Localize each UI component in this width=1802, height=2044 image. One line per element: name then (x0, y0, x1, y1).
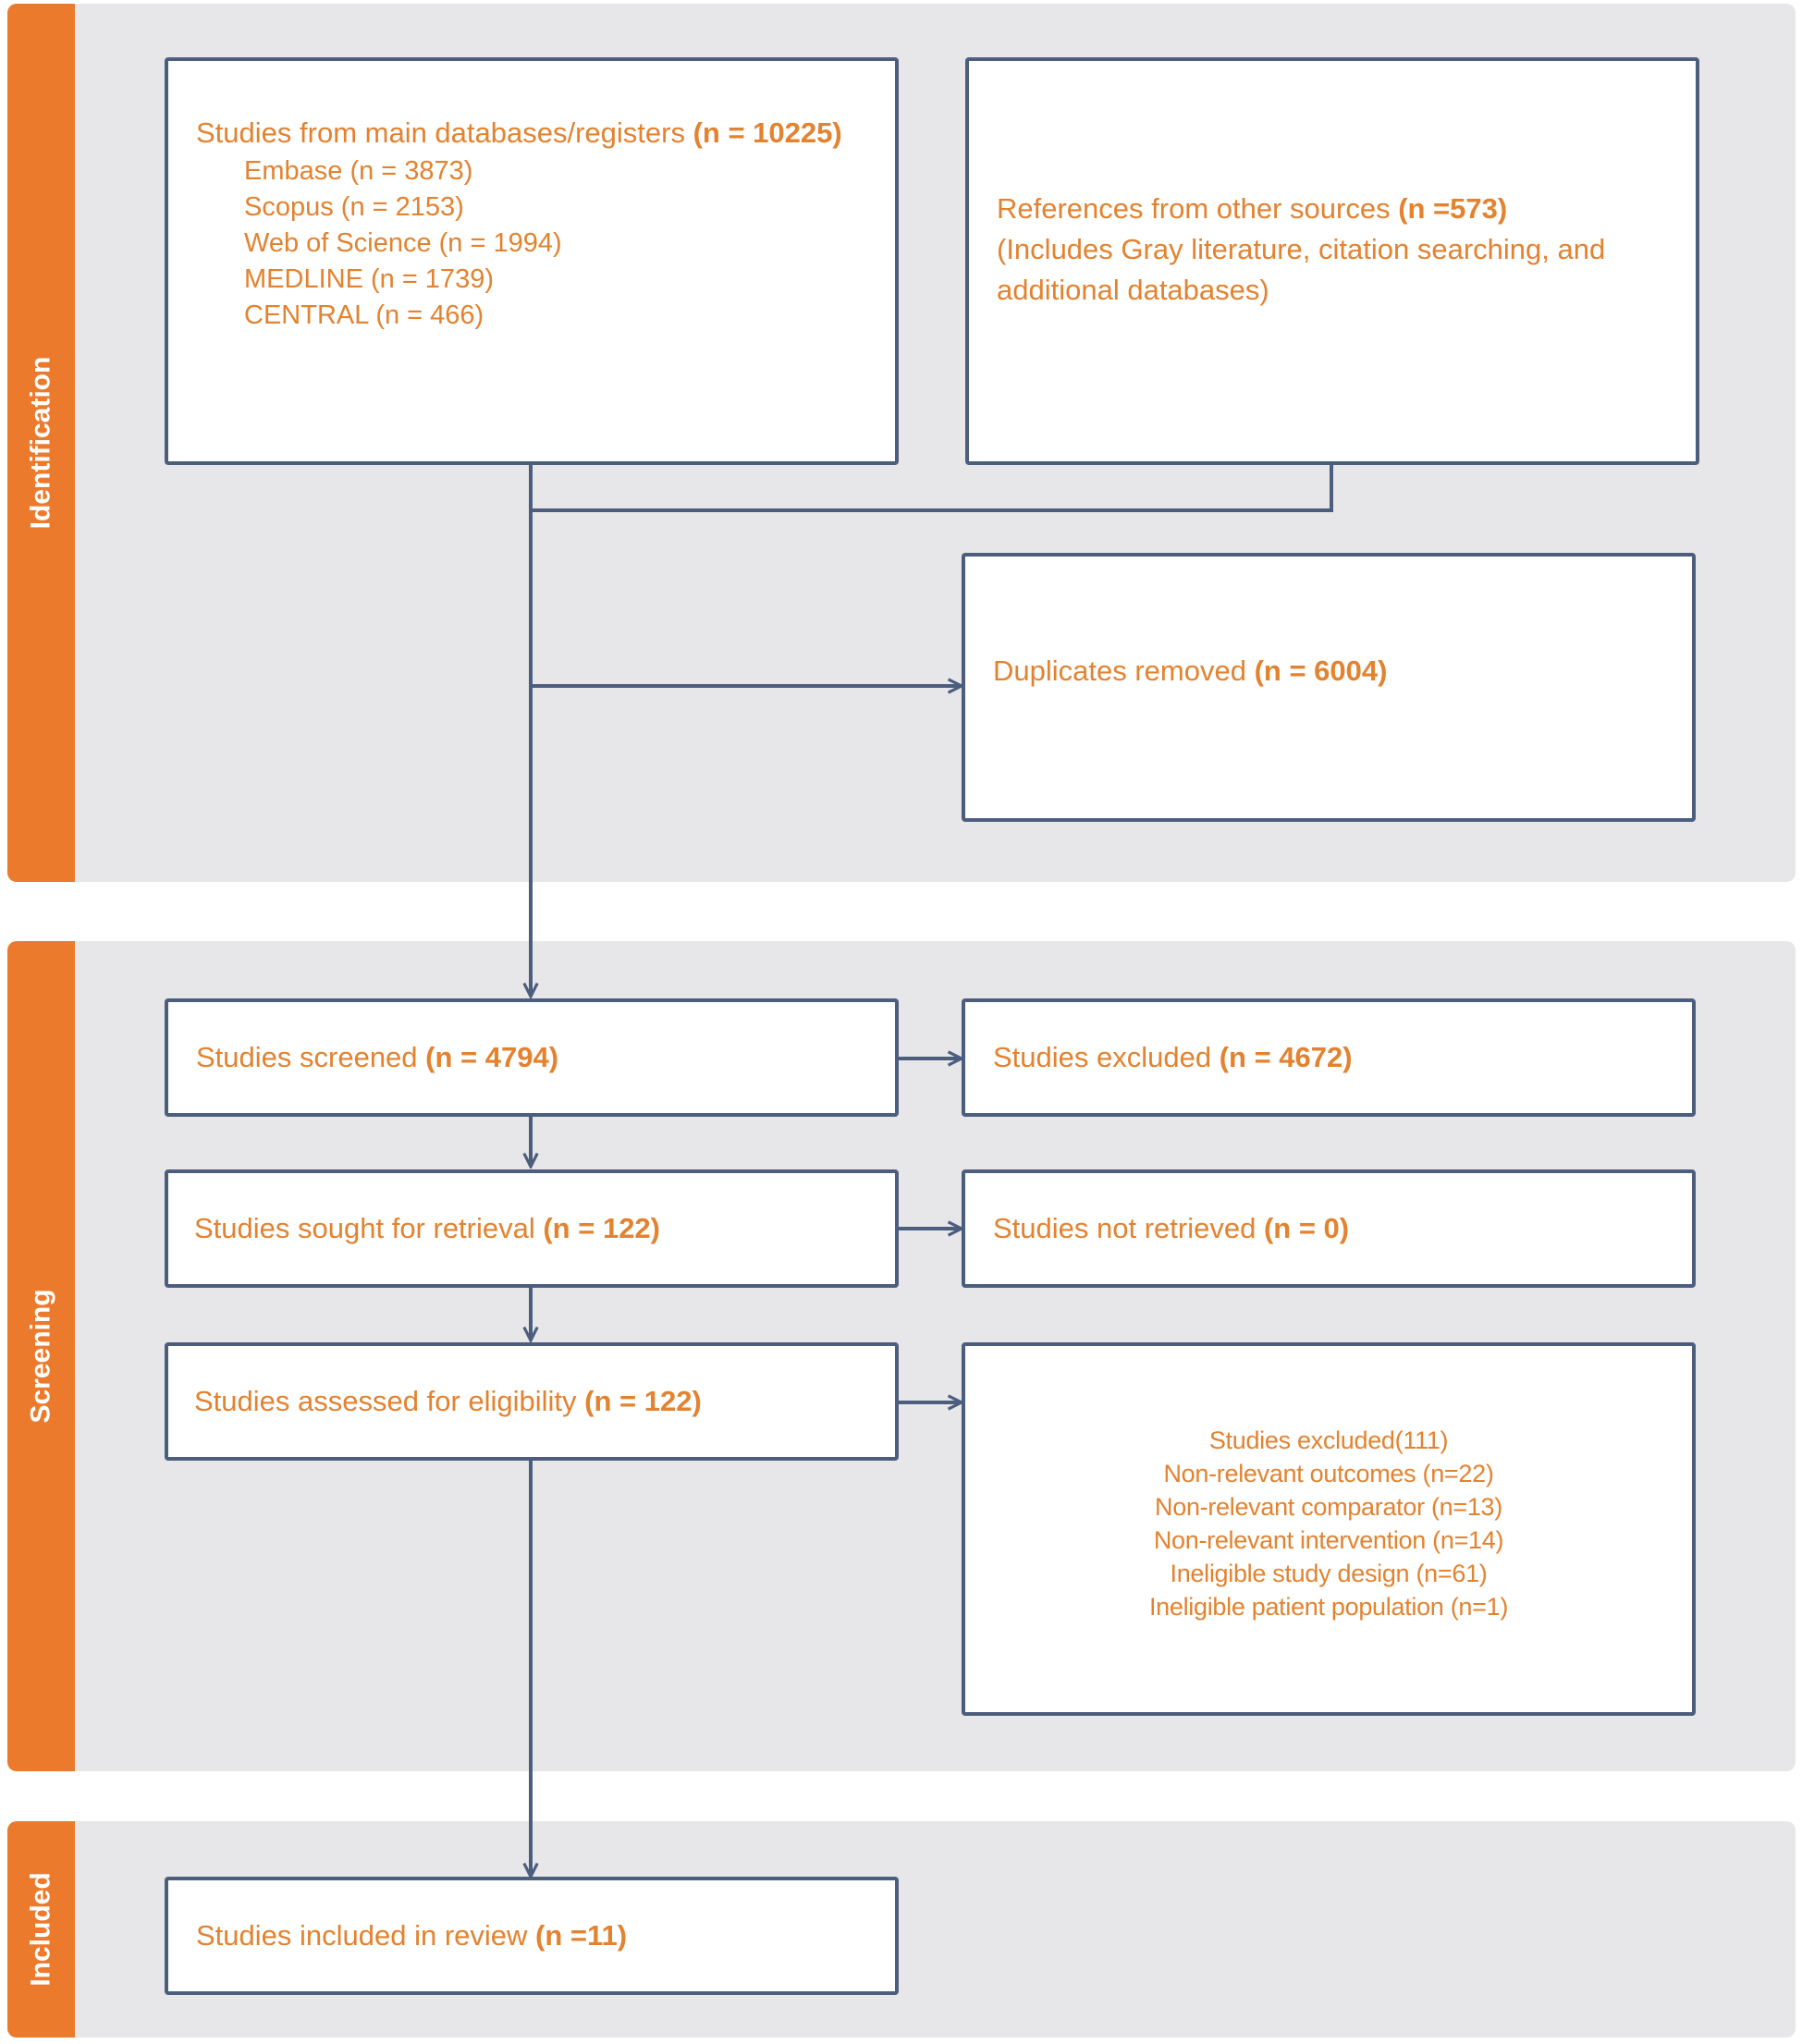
duplicates-count: (n = 6004) (1254, 655, 1388, 687)
duplicates-label: Duplicates removed (993, 655, 1255, 687)
included-box-count: (n =11) (535, 1919, 628, 1952)
other-sources-box (965, 57, 1699, 465)
main-databases-source: MEDLINE (n = 1739) (244, 264, 494, 294)
not-retrieved-box (962, 1169, 1696, 1288)
other-sources-count: (n =573) (1398, 192, 1508, 225)
eligibility-excluded-title: Studies excluded(111) (1208, 1426, 1449, 1454)
exclusion-reason: Non-relevant comparator (n=13) (1155, 1493, 1502, 1521)
excluded-count: (n = 4672) (1219, 1041, 1353, 1073)
assessed-box (165, 1342, 899, 1461)
screened-box (165, 998, 899, 1117)
duplicates-box (962, 553, 1696, 822)
exclusion-reason: Ineligible patient population (n=1) (1148, 1593, 1509, 1621)
exclusion-reason: Non-relevant outcomes (n=22) (1163, 1460, 1494, 1487)
main-databases-box (165, 57, 899, 465)
sought-label: Studies sought for retrieval (194, 1212, 544, 1244)
exclusion-reason: Non-relevant intervention (n=14) (1153, 1526, 1504, 1554)
screened-label: Studies screened (196, 1041, 426, 1073)
sought-count: (n = 122) (543, 1212, 660, 1244)
screening-label: Screening (25, 1289, 56, 1424)
included-box (165, 1877, 899, 1995)
main-databases-source: Web of Science (n = 1994) (244, 228, 562, 258)
assessed-count: (n = 122) (584, 1385, 702, 1417)
screened-count: (n = 4794) (425, 1041, 559, 1073)
main-databases-label: Studies from main databases/registers (196, 116, 693, 149)
excluded-label: Studies excluded (993, 1041, 1220, 1073)
connector-other-sources-merge (531, 465, 1331, 510)
main-databases-source: Embase (n = 3873) (244, 156, 473, 186)
main-databases-source: Scopus (n = 2153) (244, 192, 464, 222)
not-retrieved-count: (n = 0) (1263, 1212, 1350, 1244)
excluded-box (962, 998, 1696, 1117)
assessed-label: Studies assessed for eligibility (194, 1385, 585, 1417)
eligibility-excluded-box (962, 1342, 1696, 1716)
included-box-label: Studies included in review (196, 1919, 536, 1952)
exclusion-reason: Ineligible study design (n=61) (1170, 1560, 1488, 1587)
other-sources-note: (Includes Gray literature, citation searching, and additional databases) (997, 233, 1606, 306)
sought-box (165, 1169, 899, 1288)
other-sources-label: References from other sources (997, 192, 1399, 225)
included-label: Included (25, 1872, 56, 1987)
not-retrieved-label: Studies not retrieved (993, 1212, 1264, 1244)
identification-label: Identification (25, 356, 56, 530)
main-databases-source: CENTRAL (n = 466) (244, 300, 484, 330)
main-databases-count: (n = 10225) (693, 116, 842, 149)
